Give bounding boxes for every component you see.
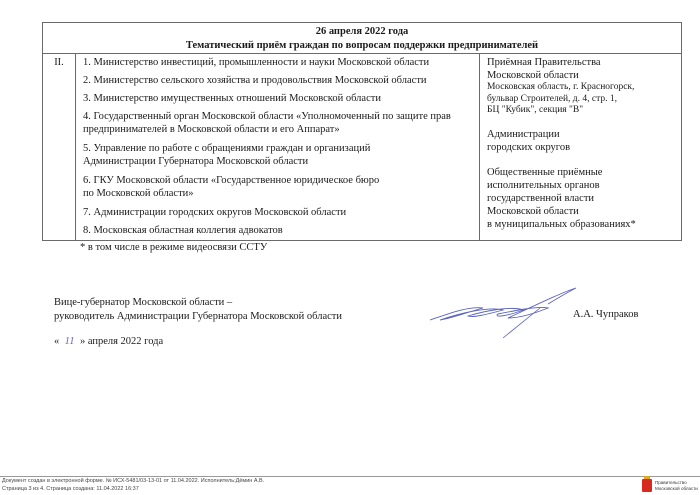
organization-item: Администрации Губернатора Московской области bbox=[83, 156, 309, 167]
admin-place: Администрации bbox=[487, 128, 560, 140]
signatory-title bbox=[54, 296, 342, 324]
document-footer bbox=[2, 478, 264, 493]
date-day-handwritten: 11 bbox=[64, 335, 75, 347]
organization-item: 8. Московская областная коллегия адвокатов bbox=[83, 225, 283, 236]
organization-item: 3. Министерство имущественных отношений Московской области bbox=[83, 93, 381, 104]
organization-item: 6. ГКУ Московской области «Государственное юридическое бюро bbox=[83, 175, 380, 186]
reception-title: Приёмная Правительства bbox=[487, 57, 601, 68]
public-reception: Московской области bbox=[487, 205, 579, 217]
date-header: 26 апреля 2022 года bbox=[315, 26, 409, 37]
logo-text-line: Московской области bbox=[655, 485, 698, 491]
organization-item: 5. Управление по работе с обращениями граждан и организаций bbox=[83, 143, 371, 154]
schedule-table bbox=[42, 22, 682, 241]
footer-line: Документ создан в электронной форме. № ИСХ-5481/03-13-01 от 11.04.2022. Исполнитель:Дёмин А.В. bbox=[2, 478, 265, 484]
reception-title: Московской области bbox=[487, 70, 579, 81]
topic-header: Тематический приём граждан по вопросам поддержки предпринимателей bbox=[185, 40, 539, 51]
organization-item: 4. Государственный орган Московской области «Уполномоченный по защите прав bbox=[83, 111, 451, 122]
handwritten-signature bbox=[428, 284, 578, 339]
organization-item: 7. Администрации городских округов Московской области bbox=[83, 207, 347, 218]
organizations-cell bbox=[77, 54, 480, 240]
logo-text-line: Правительство bbox=[655, 480, 687, 485]
organization-item: 1. Министерство инвестиций, промышленности и науки Московской области bbox=[83, 57, 430, 68]
date-quote-open: « bbox=[54, 336, 60, 347]
reception-address: Московская область, г. Красногорск, bbox=[487, 82, 635, 92]
row-number: II. bbox=[43, 54, 76, 240]
public-reception: исполнительных органов bbox=[487, 179, 600, 191]
admin-place: городских округов bbox=[487, 141, 571, 153]
coat-of-arms-icon bbox=[642, 479, 652, 492]
signatory-title-line: Вице-губернатор Московской области – bbox=[54, 297, 233, 308]
footnote: * в том числе в режиме видеосвязи ССТУ bbox=[80, 242, 268, 253]
places-cell bbox=[481, 54, 681, 240]
public-reception: Общественные приёмные bbox=[487, 166, 603, 178]
date-rest: » апреля 2022 года bbox=[79, 336, 164, 347]
reception-address: бульвар Строителей, д. 4, стр. 1, bbox=[487, 93, 617, 104]
table-header bbox=[43, 23, 681, 54]
footer-line: Страница 3 из 4. Страница создана: 11.04.2022 16:37 bbox=[2, 485, 139, 492]
public-reception: в муниципальных образованиях* bbox=[487, 218, 636, 230]
signature-date bbox=[54, 335, 163, 347]
organization-item: предпринимателей в Московской области и его Аппарат» bbox=[83, 124, 340, 135]
footer-divider bbox=[0, 476, 700, 477]
organization-item: 2. Министерство сельского хозяйства и продовольствия Московской области bbox=[83, 75, 427, 86]
public-reception: государственной власти bbox=[487, 192, 595, 204]
signatory-name: А.А. Чупраков bbox=[573, 309, 639, 320]
reception-address: БЦ "Кубик", секция "В" bbox=[487, 105, 584, 115]
signatory-title-line: руководитель Администрации Губернатора Московской области bbox=[54, 311, 342, 322]
organization-item: по Московской области» bbox=[83, 188, 194, 199]
government-logo-text bbox=[655, 480, 698, 491]
